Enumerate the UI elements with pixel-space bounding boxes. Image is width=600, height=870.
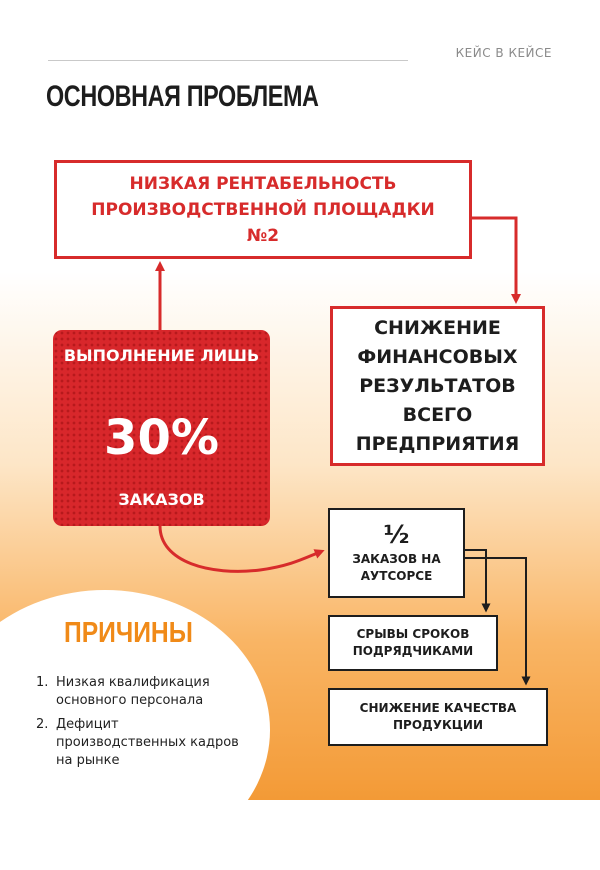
fulfillment-card: [53, 330, 270, 526]
page-title: ОСНОВНАЯ ПРОБЛЕМА: [46, 80, 319, 113]
list-item-text: Дефицит производственных кадров на рынке: [56, 717, 239, 768]
fulfillment-percent: 30%: [104, 410, 219, 466]
list-item-number: 2.: [36, 717, 49, 732]
arrow-problem-to-consequence: [472, 218, 516, 299]
list-item-text: Низкая квалификация основного персонала: [56, 675, 210, 708]
outsourcing-box: [328, 508, 465, 598]
list-item: [36, 716, 251, 770]
fulfillment-bottom-text: ЗАКАЗОВ: [118, 490, 205, 509]
consequence-box: СНИЖЕНИЕ ФИНАНСОВЫХ РЕЗУЛЬТАТОВ ВСЕГО ПРЕДПРИЯТИЯ: [330, 306, 545, 466]
delays-box: СРЫВЫ СРОКОВ ПОДРЯДЧИКАМИ: [328, 615, 498, 671]
list-item-number: 1.: [36, 675, 49, 690]
section-kicker: КЕЙС В КЕЙСЕ: [455, 46, 552, 60]
fulfillment-top-text: ВЫПОЛНЕНИЕ ЛИШЬ: [63, 346, 260, 365]
reasons-list: [36, 674, 251, 776]
problem-box: НИЗКАЯ РЕНТАБЕЛЬНОСТЬ ПРОИЗВОДСТВЕННОЙ ПЛОЩАДКИ №2: [54, 160, 472, 259]
list-item: [36, 674, 251, 710]
reasons-title: ПРИЧИНЫ: [64, 617, 193, 649]
outsourcing-fraction: ½: [383, 520, 410, 549]
quality-box: СНИЖЕНИЕ КАЧЕСТВА ПРОДУКЦИИ: [328, 688, 548, 746]
outsourcing-label: ЗАКАЗОВ НА АУТСОРСЕ: [352, 552, 441, 583]
arrow-fulfillment-to-outsourcing: [160, 526, 320, 571]
